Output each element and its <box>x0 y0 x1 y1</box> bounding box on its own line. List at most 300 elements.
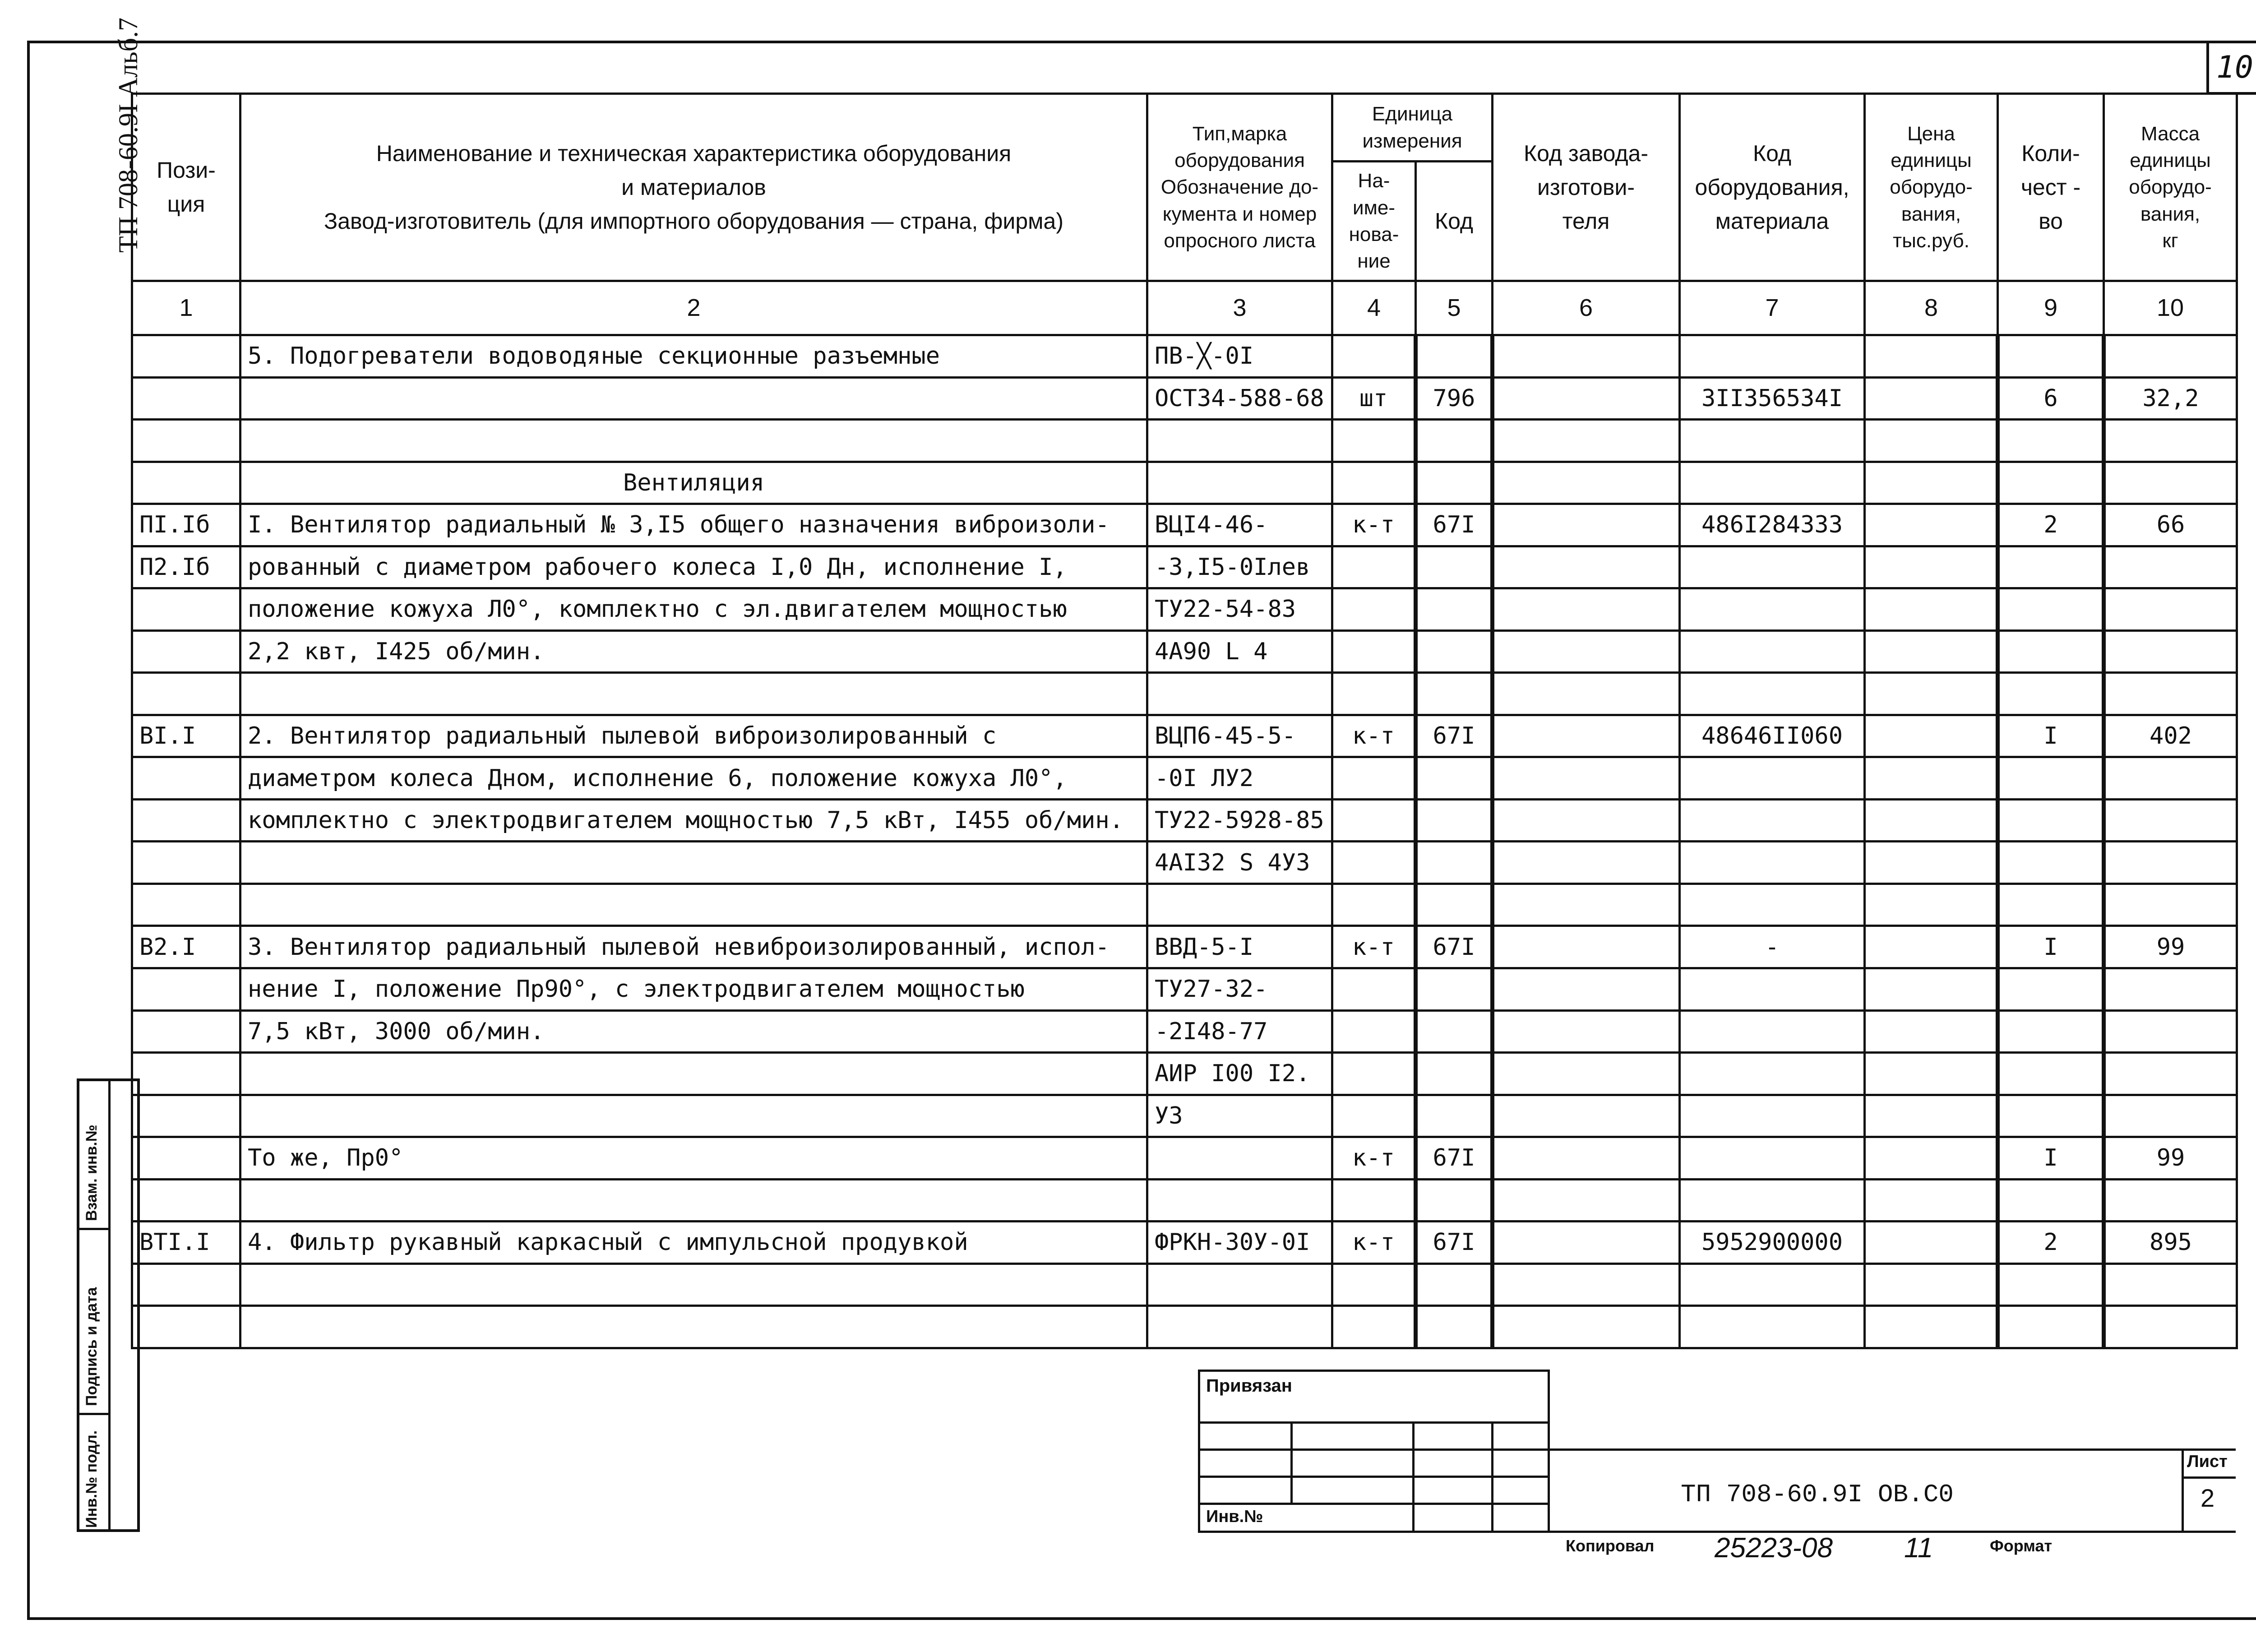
stamp-label-original-inv: Инв.№ подл. <box>83 1430 100 1528</box>
header-mass: Масса единицы оборудо- вания, кг <box>2104 94 2237 281</box>
mass-cell: 99 <box>2104 926 2237 968</box>
mass-cell <box>2104 1179 2237 1222</box>
name-cell <box>240 420 1147 462</box>
table-row <box>132 1179 2237 1222</box>
mass-cell <box>2104 799 2237 842</box>
unit-code-cell: 67I <box>1416 926 1493 968</box>
mass-cell <box>2104 420 2237 462</box>
equipment-code-cell <box>1680 588 1865 631</box>
factory-code-cell <box>1493 968 1680 1010</box>
type-cell <box>1147 1179 1332 1222</box>
header-unit-code: Код <box>1416 162 1493 281</box>
main-stamp-bottom-line <box>1550 1531 2236 1533</box>
type-cell: АИР I00 I2. <box>1147 1053 1332 1095</box>
factory-code-cell <box>1493 335 1680 378</box>
quantity-cell <box>1998 799 2104 842</box>
name-cell: То же, Пр0° <box>240 1137 1147 1180</box>
equipment-code-cell <box>1680 1053 1865 1095</box>
quantity-cell <box>1998 757 2104 800</box>
table-row <box>132 630 2237 673</box>
table-row <box>132 757 2237 800</box>
position-cell <box>132 842 240 884</box>
price-cell <box>1865 884 1998 926</box>
column-number: 7 <box>1680 281 1865 335</box>
quantity-cell <box>1998 842 2104 884</box>
unit-name-cell <box>1332 588 1416 631</box>
price-cell <box>1865 377 1998 420</box>
mass-cell <box>2104 546 2237 588</box>
binding-stamp-line <box>1198 1476 1550 1478</box>
position-cell <box>132 1179 240 1222</box>
column-number: 10 <box>2104 281 2237 335</box>
title-block <box>1198 1370 2236 1533</box>
equipment-code-cell <box>1680 420 1865 462</box>
header-name-line2: и материалов <box>621 174 766 200</box>
binding-stamp-line <box>1198 1503 1550 1505</box>
unit-code-cell <box>1416 1306 1493 1348</box>
table-row <box>132 715 2237 757</box>
quantity-cell: I <box>1998 1137 2104 1180</box>
equipment-code-cell <box>1680 968 1865 1010</box>
table-row <box>132 926 2237 968</box>
mass-cell <box>2104 842 2237 884</box>
equipment-code-cell <box>1680 1095 1865 1137</box>
factory-code-cell <box>1493 1010 1680 1053</box>
header-name <box>240 94 1147 281</box>
position-cell <box>132 335 240 378</box>
unit-name-cell <box>1332 1053 1416 1095</box>
mass-cell <box>2104 968 2237 1010</box>
sheet-cell-divider <box>2182 1448 2184 1533</box>
equipment-code-cell <box>1680 1010 1865 1053</box>
unit-code-cell <box>1416 1179 1493 1222</box>
quantity-cell <box>1998 335 2104 378</box>
price-cell <box>1865 968 1998 1010</box>
stamp-label-replacement: Взам. инв.№ <box>83 1124 100 1221</box>
binding-stamp-line <box>1412 1421 1415 1533</box>
unit-name-cell: шт <box>1332 377 1416 420</box>
mass-cell <box>2104 1010 2237 1053</box>
type-cell: У3 <box>1147 1095 1332 1137</box>
price-cell <box>1865 546 1998 588</box>
factory-code-cell <box>1493 377 1680 420</box>
unit-name-cell <box>1332 420 1416 462</box>
factory-code-cell <box>1493 588 1680 631</box>
sheet-number: 2 <box>2201 1484 2215 1512</box>
name-cell: 2,2 квт, I425 об/мин. <box>240 630 1147 673</box>
unit-name-cell <box>1332 842 1416 884</box>
price-cell <box>1865 420 1998 462</box>
factory-code-cell <box>1493 1053 1680 1095</box>
unit-name-cell <box>1332 462 1416 504</box>
mass-cell <box>2104 884 2237 926</box>
bound-label: Привязан <box>1206 1376 1292 1396</box>
table-row <box>132 462 2237 504</box>
table-row <box>132 335 2237 378</box>
quantity-cell: I <box>1998 926 2104 968</box>
factory-code-cell <box>1493 1179 1680 1222</box>
table-row <box>132 799 2237 842</box>
name-cell <box>240 1263 1147 1306</box>
table-row <box>132 588 2237 631</box>
mass-cell <box>2104 1263 2237 1306</box>
price-cell <box>1865 1179 1998 1222</box>
binding-stamp-line <box>1491 1421 1493 1533</box>
sheet-label: Лист <box>2187 1452 2228 1471</box>
unit-name-cell <box>1332 1179 1416 1222</box>
name-cell: Вентиляция <box>240 462 1147 504</box>
header-factory-code: Код завода- изготови- теля <box>1493 94 1680 281</box>
name-cell: 2. Вентилятор радиальный пылевой виброизолированный с <box>240 715 1147 757</box>
factory-code-cell <box>1493 1306 1680 1348</box>
column-number: 9 <box>1998 281 2104 335</box>
mass-cell: 402 <box>2104 715 2237 757</box>
column-number: 6 <box>1493 281 1680 335</box>
unit-code-cell <box>1416 588 1493 631</box>
equipment-code-cell <box>1680 630 1865 673</box>
equipment-code-cell: 486I284333 <box>1680 504 1865 546</box>
copy-sheet: 11 <box>1904 1532 1933 1564</box>
unit-name-cell <box>1332 673 1416 715</box>
type-cell: ПВ-╳-0I <box>1147 335 1332 378</box>
price-cell <box>1865 1095 1998 1137</box>
type-cell: ТУ27-32- <box>1147 968 1332 1010</box>
table-row <box>132 842 2237 884</box>
type-cell <box>1147 1306 1332 1348</box>
factory-code-cell <box>1493 462 1680 504</box>
price-cell <box>1865 673 1998 715</box>
price-cell <box>1865 715 1998 757</box>
position-cell: В2.I <box>132 926 240 968</box>
mass-cell: 66 <box>2104 504 2237 546</box>
quantity-cell <box>1998 673 2104 715</box>
equipment-code-cell <box>1680 757 1865 800</box>
equipment-code-cell: 3II356534I <box>1680 377 1865 420</box>
name-cell <box>240 1179 1147 1222</box>
mass-cell <box>2104 1306 2237 1348</box>
table-row <box>132 673 2237 715</box>
equipment-code-cell <box>1680 1306 1865 1348</box>
page-number: 10 <box>2206 43 2256 95</box>
position-cell <box>132 673 240 715</box>
name-cell <box>240 673 1147 715</box>
unit-name-cell <box>1332 1306 1416 1348</box>
type-cell: ВВД-5-I <box>1147 926 1332 968</box>
unit-code-cell <box>1416 630 1493 673</box>
quantity-cell: 6 <box>1998 377 2104 420</box>
position-cell: П2.Iб <box>132 546 240 588</box>
name-cell: рованный с диаметром рабочего колеса I,0 Дн, исполнение I, <box>240 546 1147 588</box>
stamp-divider <box>108 1081 111 1529</box>
position-cell: ВТI.I <box>132 1222 240 1264</box>
side-document-label-text: ТП 708-60.9I Альб.7 <box>113 17 143 253</box>
table-row <box>132 546 2237 588</box>
name-cell: 4. Фильтр рукавный каркасный с импульсной продувкой <box>240 1222 1147 1264</box>
name-cell: 7,5 кВт, 3000 об/мин. <box>240 1010 1147 1053</box>
table-row <box>132 1010 2237 1053</box>
equipment-code-cell <box>1680 884 1865 926</box>
table-row <box>132 1053 2237 1095</box>
position-cell <box>132 1137 240 1180</box>
unit-code-cell <box>1416 799 1493 842</box>
unit-code-cell <box>1416 842 1493 884</box>
quantity-cell <box>1998 630 2104 673</box>
name-cell: 3. Вентилятор радиальный пылевой невиброизолированный, испол- <box>240 926 1147 968</box>
column-number: 1 <box>132 281 240 335</box>
copied-label: Копировал <box>1566 1536 1655 1555</box>
name-cell: диаметром колеса Дном, исполнение 6, положение кожуха Л0°, <box>240 757 1147 800</box>
price-cell <box>1865 1137 1998 1180</box>
unit-name-cell <box>1332 546 1416 588</box>
unit-name-cell <box>1332 968 1416 1010</box>
format-label: Формат <box>1990 1536 2053 1555</box>
approval-stamp-strip <box>77 1078 140 1532</box>
specification-table <box>131 93 2238 1349</box>
quantity-cell <box>1998 1179 2104 1222</box>
table-row <box>132 968 2237 1010</box>
unit-name-cell <box>1332 1010 1416 1053</box>
position-cell <box>132 462 240 504</box>
price-cell <box>1865 1010 1998 1053</box>
mass-cell <box>2104 1095 2237 1137</box>
mass-cell: 32,2 <box>2104 377 2237 420</box>
quantity-cell <box>1998 1010 2104 1053</box>
name-cell: комплектно с электродвигателем мощностью 7,5 кВт, I455 об/мин. <box>240 799 1147 842</box>
unit-code-cell: 67I <box>1416 715 1493 757</box>
table-row <box>132 1095 2237 1137</box>
type-cell: ТУ22-54-83 <box>1147 588 1332 631</box>
position-cell <box>132 630 240 673</box>
binding-stamp-line <box>1198 1448 1550 1451</box>
unit-code-cell <box>1416 1095 1493 1137</box>
name-cell: I. Вентилятор радиальный № 3,I5 общего назначения виброизоли- <box>240 504 1147 546</box>
name-cell <box>240 1095 1147 1137</box>
unit-name-cell: к-т <box>1332 1222 1416 1264</box>
factory-code-cell <box>1493 420 1680 462</box>
position-cell: ВI.I <box>132 715 240 757</box>
price-cell <box>1865 335 1998 378</box>
type-cell <box>1147 1137 1332 1180</box>
binding-stamp-line <box>1290 1421 1293 1503</box>
price-cell <box>1865 504 1998 546</box>
header-quantity: Коли- чест - во <box>1998 94 2104 281</box>
column-number: 4 <box>1332 281 1416 335</box>
header-equipment-code: Код оборудования, материала <box>1680 94 1865 281</box>
table-row <box>132 1137 2237 1180</box>
unit-name-cell <box>1332 630 1416 673</box>
document-code: ТП 708-60.9I ОВ.С0 <box>1681 1480 1954 1509</box>
equipment-code-cell <box>1680 1263 1865 1306</box>
factory-code-cell <box>1493 504 1680 546</box>
equipment-code-cell <box>1680 462 1865 504</box>
quantity-cell <box>1998 1263 2104 1306</box>
unit-name-cell: к-т <box>1332 715 1416 757</box>
table-row <box>132 504 2237 546</box>
type-cell <box>1147 420 1332 462</box>
header-price: Цена единицы оборудо- вания, тыс.руб. <box>1865 94 1998 281</box>
type-cell <box>1147 1263 1332 1306</box>
mass-cell <box>2104 588 2237 631</box>
unit-name-cell <box>1332 335 1416 378</box>
price-cell <box>1865 462 1998 504</box>
type-cell: ОСТ34-588-68 <box>1147 377 1332 420</box>
position-cell <box>132 884 240 926</box>
name-cell <box>240 1306 1147 1348</box>
equipment-code-cell <box>1680 842 1865 884</box>
unit-name-cell: к-т <box>1332 926 1416 968</box>
unit-name-cell <box>1332 884 1416 926</box>
factory-code-cell <box>1493 884 1680 926</box>
name-cell: положение кожуха Л0°, комплектно с эл.двигателем мощностью <box>240 588 1147 631</box>
factory-code-cell <box>1493 1095 1680 1137</box>
factory-code-cell <box>1493 1137 1680 1180</box>
factory-code-cell <box>1493 926 1680 968</box>
quantity-cell: 2 <box>1998 1222 2104 1264</box>
name-cell <box>240 1053 1147 1095</box>
specification-rows <box>132 335 2237 1348</box>
type-cell: ФРКН-30У-0I <box>1147 1222 1332 1264</box>
main-stamp-top-line <box>1550 1448 2236 1451</box>
stamp-label-signature: Подпись и дата <box>83 1287 100 1406</box>
position-cell <box>132 799 240 842</box>
position-cell <box>132 420 240 462</box>
name-cell <box>240 884 1147 926</box>
mass-cell <box>2104 1053 2237 1095</box>
unit-code-cell <box>1416 884 1493 926</box>
factory-code-cell <box>1493 1263 1680 1306</box>
price-cell <box>1865 630 1998 673</box>
quantity-cell <box>1998 884 2104 926</box>
mass-cell <box>2104 335 2237 378</box>
equipment-code-cell: - <box>1680 926 1865 968</box>
column-number: 8 <box>1865 281 1998 335</box>
price-cell <box>1865 1263 1998 1306</box>
sheet-cell-divider <box>2182 1476 2236 1479</box>
unit-name-cell <box>1332 1263 1416 1306</box>
equipment-code-cell <box>1680 1137 1865 1180</box>
header-position: Пози- ция <box>132 94 240 281</box>
unit-code-cell <box>1416 1010 1493 1053</box>
factory-code-cell <box>1493 715 1680 757</box>
unit-code-cell <box>1416 1263 1493 1306</box>
type-cell: -3,I5-0Iлев <box>1147 546 1332 588</box>
equipment-code-cell <box>1680 799 1865 842</box>
unit-name-cell <box>1332 799 1416 842</box>
position-cell <box>132 968 240 1010</box>
name-cell: 5. Подогреватели водоводяные секционные разъемные <box>240 335 1147 378</box>
type-cell: ТУ22-5928-85 <box>1147 799 1332 842</box>
mass-cell <box>2104 757 2237 800</box>
quantity-cell <box>1998 462 2104 504</box>
factory-code-cell <box>1493 630 1680 673</box>
unit-code-cell <box>1416 673 1493 715</box>
quantity-cell: 2 <box>1998 504 2104 546</box>
name-cell <box>240 842 1147 884</box>
binding-stamp-line <box>1198 1421 1550 1424</box>
unit-code-cell: 67I <box>1416 1137 1493 1180</box>
price-cell <box>1865 1222 1998 1264</box>
table-row <box>132 420 2237 462</box>
position-cell <box>132 1306 240 1348</box>
price-cell <box>1865 926 1998 968</box>
table-row <box>132 1263 2237 1306</box>
unit-name-cell: к-т <box>1332 504 1416 546</box>
factory-code-cell <box>1493 842 1680 884</box>
equipment-code-cell <box>1680 673 1865 715</box>
type-cell: ВЦП6-45-5- <box>1147 715 1332 757</box>
type-cell <box>1147 673 1332 715</box>
header-unit-name: На- име- нова- ние <box>1332 162 1416 281</box>
column-number: 5 <box>1416 281 1493 335</box>
unit-name-cell <box>1332 1095 1416 1137</box>
quantity-cell <box>1998 1306 2104 1348</box>
type-cell <box>1147 884 1332 926</box>
unit-code-cell: 796 <box>1416 377 1493 420</box>
position-cell <box>132 377 240 420</box>
unit-code-cell: 67I <box>1416 504 1493 546</box>
quantity-cell <box>1998 546 2104 588</box>
unit-code-cell <box>1416 420 1493 462</box>
table-row <box>132 1222 2237 1264</box>
table-row <box>132 377 2237 420</box>
position-cell <box>132 1095 240 1137</box>
table-row <box>132 884 2237 926</box>
name-cell <box>240 377 1147 420</box>
inventory-label: Инв.№ <box>1206 1507 1263 1526</box>
type-cell <box>1147 462 1332 504</box>
price-cell <box>1865 757 1998 800</box>
type-cell: 4АI32 S 4У3 <box>1147 842 1332 884</box>
mass-cell: 895 <box>2104 1222 2237 1264</box>
price-cell <box>1865 1306 1998 1348</box>
header-unit-group: Единица измерения <box>1332 94 1493 162</box>
header-name-line1: Наименование и техническая характеристика оборудования <box>376 140 1012 166</box>
name-cell: нение I, положение Пр90°, с электродвигателем мощностью <box>240 968 1147 1010</box>
unit-code-cell <box>1416 1053 1493 1095</box>
mass-cell <box>2104 673 2237 715</box>
type-cell: ВЦI4-46- <box>1147 504 1332 546</box>
quantity-cell <box>1998 1095 2104 1137</box>
factory-code-cell <box>1493 757 1680 800</box>
mass-cell <box>2104 462 2237 504</box>
mass-cell: 99 <box>2104 1137 2237 1180</box>
price-cell <box>1865 588 1998 631</box>
equipment-code-cell <box>1680 546 1865 588</box>
factory-code-cell <box>1493 673 1680 715</box>
factory-code-cell <box>1493 546 1680 588</box>
quantity-cell: I <box>1998 715 2104 757</box>
unit-code-cell <box>1416 968 1493 1010</box>
quantity-cell <box>1998 420 2104 462</box>
unit-code-cell: 67I <box>1416 1222 1493 1264</box>
quantity-cell <box>1998 968 2104 1010</box>
equipment-code-cell <box>1680 1179 1865 1222</box>
position-cell <box>132 588 240 631</box>
position-cell: ПI.Iб <box>132 504 240 546</box>
column-number: 3 <box>1147 281 1332 335</box>
unit-name-cell <box>1332 757 1416 800</box>
equipment-code-cell: 5952900000 <box>1680 1222 1865 1264</box>
equipment-code-cell: 48646II060 <box>1680 715 1865 757</box>
type-cell: -2I48-77 <box>1147 1010 1332 1053</box>
mass-cell <box>2104 630 2237 673</box>
price-cell <box>1865 1053 1998 1095</box>
equipment-code-cell <box>1680 335 1865 378</box>
price-cell <box>1865 842 1998 884</box>
position-cell <box>132 757 240 800</box>
position-cell <box>132 1010 240 1053</box>
table-row <box>132 1306 2237 1348</box>
